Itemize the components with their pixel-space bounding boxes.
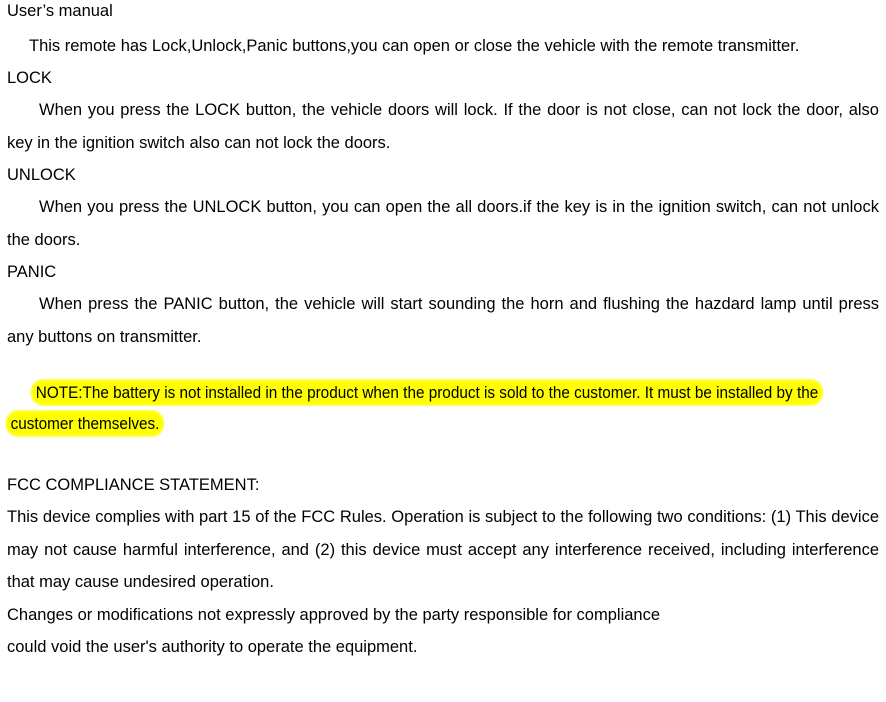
intro-paragraph: This remote has Lock,Unlock,Panic buttons,you can open or close the vehicle with the remote transmitter. — [29, 37, 800, 55]
section-text-lock: When you press the LOCK button, the vehicle doors will lock. If the door is not close, can not lock the door, also key in the ignition switch also can not lock the doors. — [7, 101, 879, 152]
battery-note-text: NOTE:The battery is not installed in the product when the product is sold to the customer. It must be installed by the customer themselves. — [7, 381, 822, 435]
section-text-panic: When press the PANIC button, the vehicle will start sounding the horn and flushing the hazdard lamp until press any buttons on transmitter. — [7, 295, 879, 346]
document-page — [7, 0, 879, 663]
fcc-heading: FCC COMPLIANCE STATEMENT: — [7, 476, 260, 494]
section-heading-unlock: UNLOCK — [7, 166, 76, 184]
section-heading-panic: PANIC — [7, 263, 57, 281]
blank-line — [7, 353, 879, 377]
blank-line — [7, 439, 879, 469]
fcc-changes-line: Changes or modifications not expressly approved by the party responsible for compliance — [7, 605, 661, 624]
section-heading-lock: LOCK — [7, 69, 52, 87]
document-title: User’s manual — [7, 2, 113, 20]
fcc-paragraph: This device complies with part 15 of the FCC Rules. Operation is subject to the following two conditions: (1) This device may not cause harmful interference, and (2) this device must accept any interference received, including interference that may cause undesired operation. — [7, 508, 879, 591]
section-text-unlock: When you press the UNLOCK button, you can open the all doors.if the key is in the ignition switch, can not unlock the doors. — [7, 198, 879, 249]
fcc-void-line: could void the user's authority to operate the equipment. — [7, 637, 418, 656]
battery-note — [7, 377, 878, 439]
